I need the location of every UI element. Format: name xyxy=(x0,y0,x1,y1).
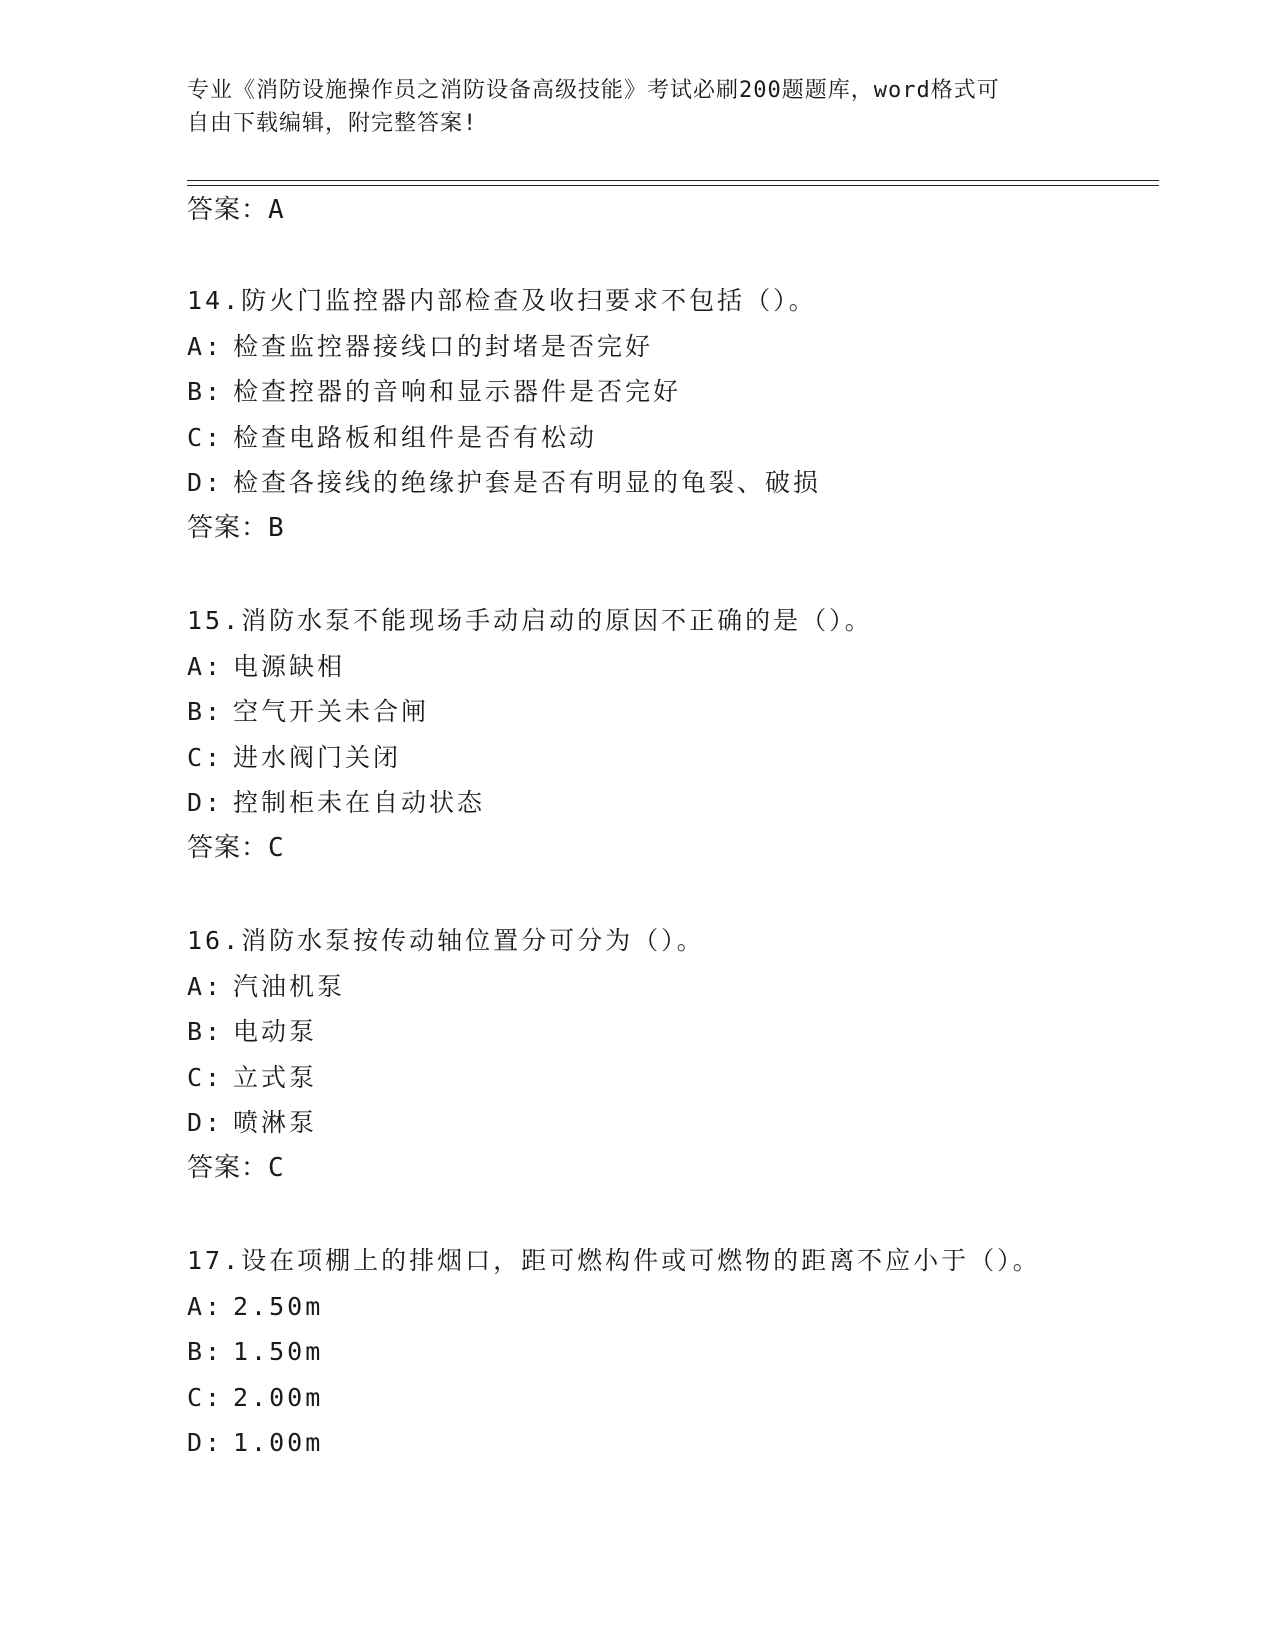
question-stem: 17.设在项棚上的排烟口，距可燃构件或可燃物的距离不应小于（）。 xyxy=(187,1246,1041,1275)
option-b xyxy=(187,1009,1187,1055)
option-text: 控制柜未在自动状态 xyxy=(233,788,486,817)
option-text: 2.50m xyxy=(233,1291,324,1321)
option-text: 1.00m xyxy=(233,1428,324,1457)
option-b xyxy=(187,1329,1187,1375)
option-d xyxy=(187,460,1187,506)
option-label: D: xyxy=(187,788,224,817)
option-c xyxy=(187,1375,1187,1421)
header-line-1: 专业《消防设施操作员之消防设备高级技能》考试必刷200题题库，word格式可 xyxy=(187,78,1000,103)
option-text: 1.50m xyxy=(233,1337,324,1366)
option-label: C: xyxy=(187,1382,224,1412)
option-text: 检查各接线的绝缘护套是否有明显的龟裂、破损 xyxy=(233,468,822,497)
option-a xyxy=(187,964,1187,1010)
option-text: 汽油机泵 xyxy=(233,971,346,1001)
header-divider-top xyxy=(187,180,1159,181)
document-header xyxy=(187,74,1087,140)
option-text: 检查控器的音响和显示器件是否完好 xyxy=(233,377,682,406)
question-stem: 16.消防水泵按传动轴位置分可分为（）。 xyxy=(187,926,705,955)
question-14 xyxy=(187,278,1187,551)
option-label: A: xyxy=(187,971,224,1001)
option-d xyxy=(187,1420,1187,1466)
option-text: 进水阀门关闭 xyxy=(233,742,402,772)
option-c xyxy=(187,735,1187,781)
option-text: 立式泵 xyxy=(233,1062,318,1092)
option-label: A: xyxy=(187,651,224,681)
option-label: B: xyxy=(187,1017,224,1046)
question-stem: 14.防火门监控器内部检查及收扫要求不包括（）。 xyxy=(187,286,817,315)
header-divider-bottom xyxy=(187,185,1159,186)
option-label: C: xyxy=(187,742,224,772)
question-stem: 15.消防水泵不能现场手动启动的原因不正确的是（）。 xyxy=(187,606,873,635)
option-text: 检查监控器接线口的封堵是否完好 xyxy=(233,331,654,361)
answer-line: 答案：C xyxy=(187,832,285,863)
option-label: C: xyxy=(187,422,224,452)
question-15 xyxy=(187,598,1187,871)
previous-answer: 答案：A xyxy=(187,195,285,225)
option-a xyxy=(187,1284,1187,1330)
question-17 xyxy=(187,1238,1187,1466)
question-16 xyxy=(187,918,1187,1191)
option-label: D: xyxy=(187,468,224,497)
option-text: 电源缺相 xyxy=(233,651,346,681)
option-b xyxy=(187,689,1187,735)
option-label: B: xyxy=(187,377,224,406)
option-text: 空气开关未合闸 xyxy=(233,697,430,726)
option-label: A: xyxy=(187,331,224,361)
option-label: B: xyxy=(187,697,224,726)
option-a xyxy=(187,644,1187,690)
option-label: A: xyxy=(187,1291,224,1321)
option-label: C: xyxy=(187,1062,224,1092)
answer-line: 答案：B xyxy=(187,512,285,543)
option-label: D: xyxy=(187,1428,224,1457)
option-b xyxy=(187,369,1187,415)
option-d xyxy=(187,1100,1187,1146)
option-text: 检查电路板和组件是否有松动 xyxy=(233,422,598,452)
option-c xyxy=(187,415,1187,461)
option-label: D: xyxy=(187,1108,224,1137)
option-d xyxy=(187,780,1187,826)
option-text: 喷淋泵 xyxy=(233,1108,318,1137)
answer-line: 答案：C xyxy=(187,1152,285,1183)
option-c xyxy=(187,1055,1187,1101)
option-text: 2.00m xyxy=(233,1382,324,1412)
option-text: 电动泵 xyxy=(233,1017,318,1046)
option-label: B: xyxy=(187,1337,224,1366)
header-line-2: 自由下载编辑，附完整答案! xyxy=(187,111,478,136)
option-a xyxy=(187,324,1187,370)
